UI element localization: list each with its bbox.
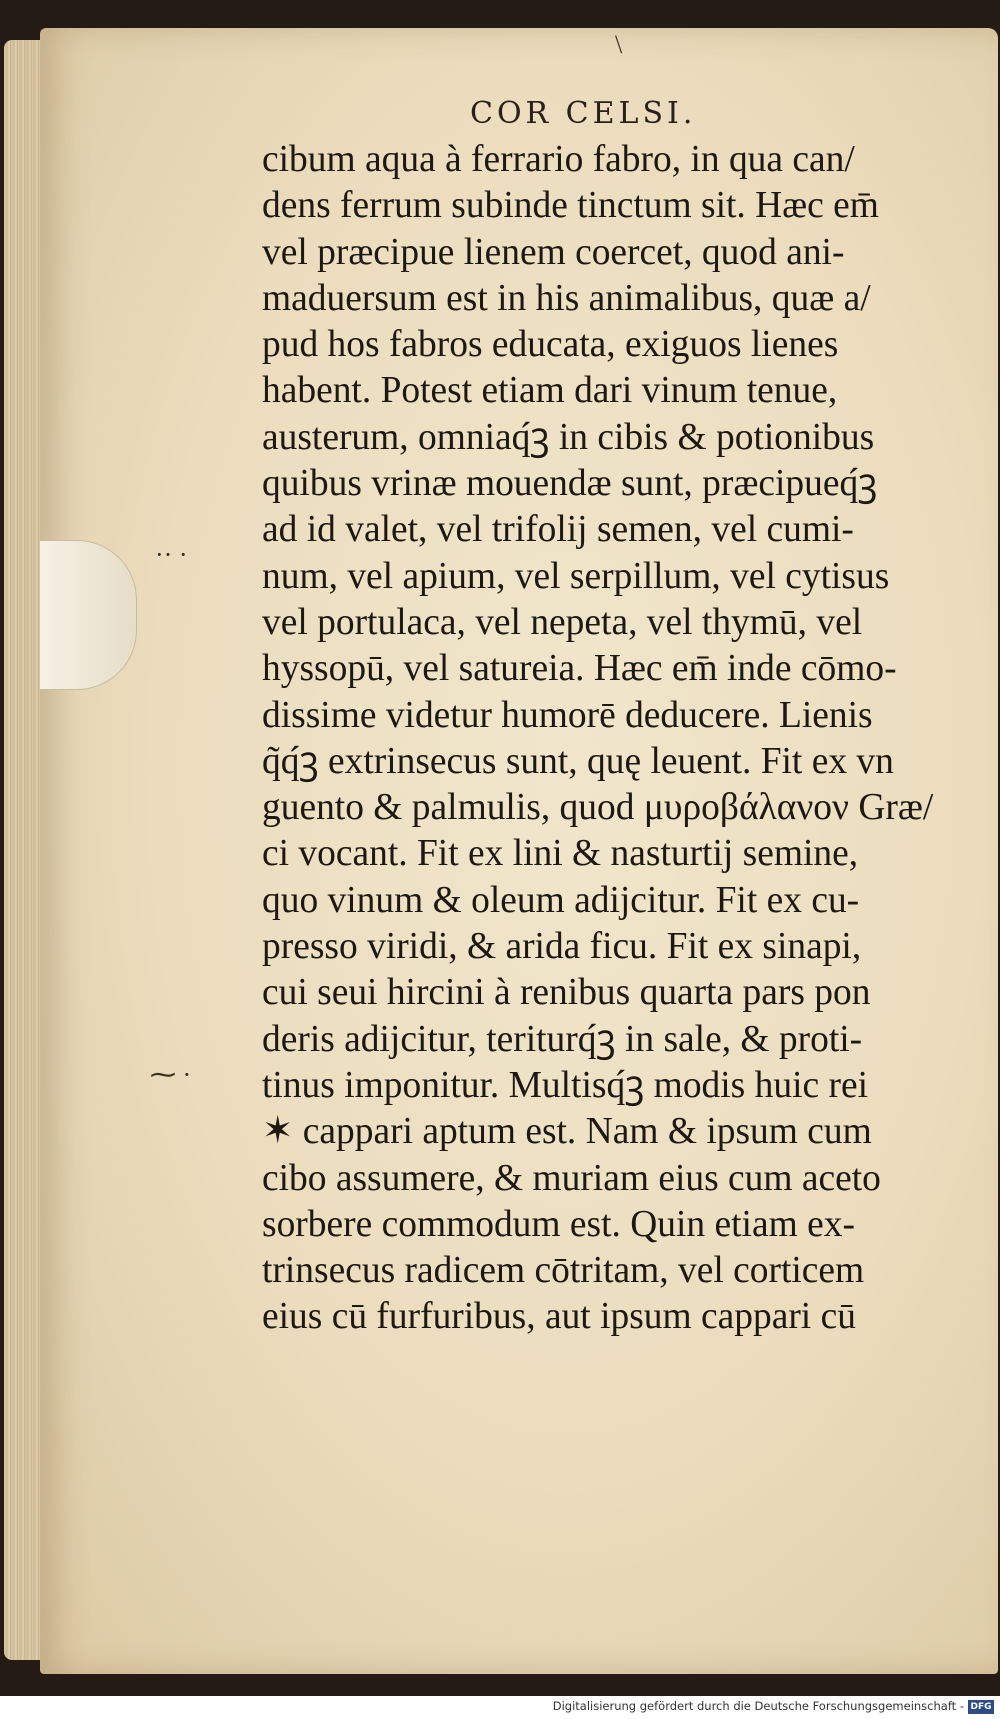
bookmark-tab	[40, 540, 137, 690]
margin-mark: ·· ·	[155, 540, 188, 569]
dfg-logo: DFG	[968, 1700, 994, 1714]
text-line: cibo assumere, & muriam eius cum aceto	[262, 1156, 881, 1199]
text-line: q̃q́ꝫ extrinsecus sunt, quę leuent. Fit ex vn	[262, 739, 894, 782]
footer-credit: Digitalisierung gefördert durch die Deutsche Forschungsgemeinschaft -	[552, 1699, 964, 1713]
running-header: COR CELSI.	[470, 96, 697, 131]
text-line: num, vel apium, vel serpillum, vel cytisus	[262, 554, 890, 597]
text-line: dissime videtur humorē deducere. Lienis	[262, 693, 873, 736]
text-line: presso viridi, & arida ficu. Fit ex sinapi,	[262, 925, 862, 968]
margin-mark: \	[615, 30, 623, 59]
text-line: cui seui hircini à renibus quarta pars pon	[262, 971, 871, 1014]
text-line: pud hos fabros educata, exiguos lienes	[262, 323, 839, 366]
text-line: deris adijcitur, teriturq́ꝫ in sale, & proti-	[262, 1017, 863, 1060]
text-line: ad id valet, vel trifolij semen, vel cumi-	[262, 508, 854, 551]
text-line: habent. Potest etiam dari vinum tenue,	[262, 369, 838, 412]
text-line: ci vocant. Fit ex lini & nasturtij semine,	[262, 832, 859, 875]
text-line: eius cū furfuribus, aut ipsum cappari cū	[262, 1295, 856, 1338]
text-line: austerum, omniaq́ꝫ in cibis & potionibus	[262, 415, 875, 458]
text-line: dens ferrum subinde tinctum sit. Hæc em̄	[262, 184, 879, 227]
text-line: vel portulaca, vel nepeta, vel thymū, vel	[262, 600, 863, 643]
footer-bar	[0, 1696, 1000, 1719]
text-line: tinus imponitur. Multisq́ꝫ modis huic rei	[262, 1063, 868, 1106]
text-line: trinsecus radicem cōtritam, vel corticem	[262, 1249, 865, 1292]
margin-mark: ⁓ ·	[150, 1060, 192, 1089]
text-line: cibum aqua à ferrario fabro, in qua can/	[262, 138, 855, 180]
text-line: ✶ cappari aptum est. Nam & ipsum cum	[262, 1110, 872, 1153]
text-line: quo vinum & oleum adijcitur. Fit ex cu-	[262, 878, 860, 921]
text-line: vel præcipue lienem coercet, quod ani-	[262, 230, 845, 273]
text-line: guento & palmulis, quod μυροβάλανον Græ/	[262, 786, 934, 829]
text-line: hyssopū, vel satureia. Hæc em̄ inde cōmo-	[262, 647, 897, 690]
text-line: maduersum est in his animalibus, quæ a/	[262, 276, 871, 319]
text-line: quibus vrinæ mouendæ sunt, præcipueq́ꝫ	[262, 462, 878, 505]
text-block	[262, 136, 962, 1340]
text-line: sorbere commodum est. Quin etiam ex-	[262, 1202, 855, 1245]
